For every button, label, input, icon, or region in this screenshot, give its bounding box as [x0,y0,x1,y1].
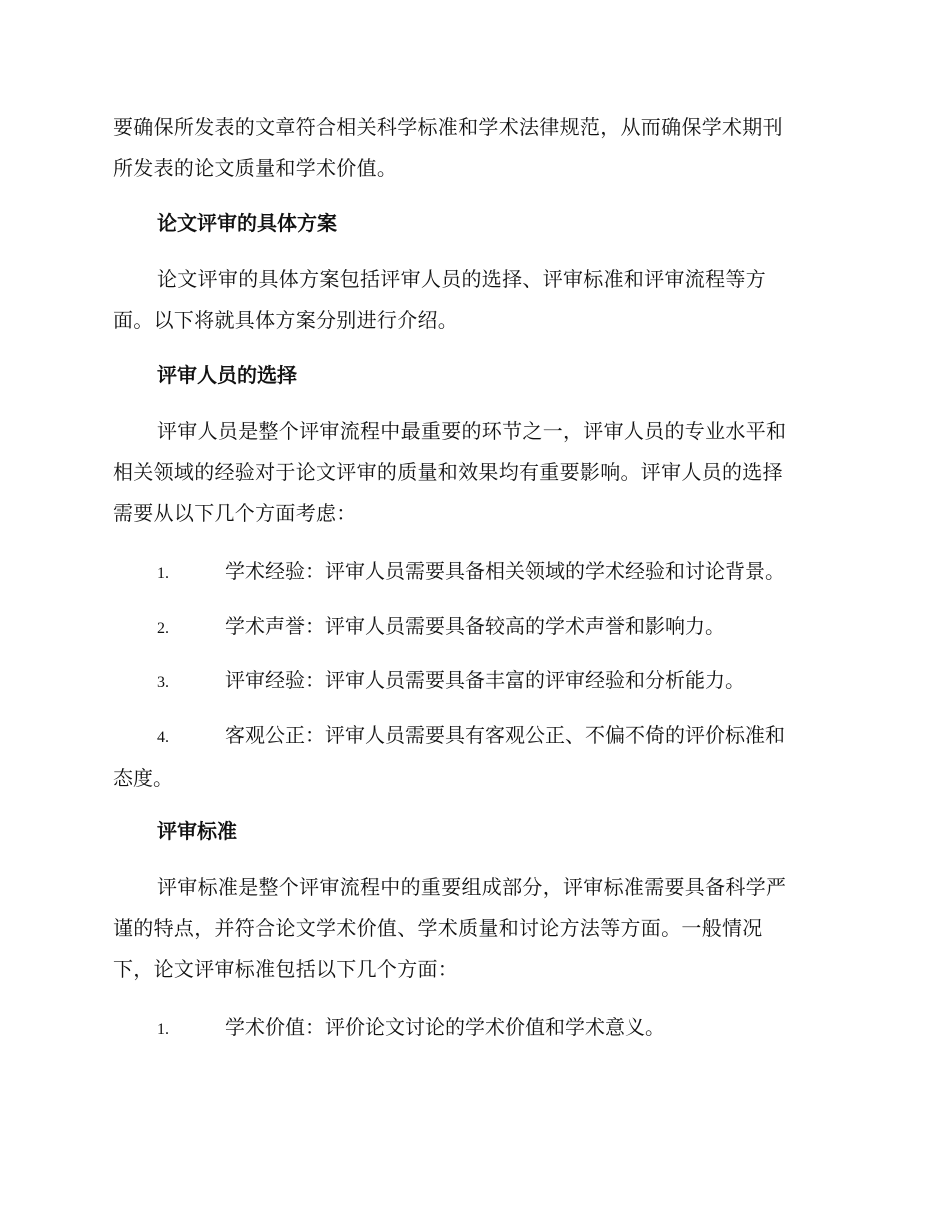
paragraph-line: 谨的特点，并符合论文学术价值、学术质量和讨论方法等方面。一般情况 [113,916,763,940]
paragraph-line: 所发表的论文质量和学术价值。 [113,156,398,180]
paragraph-review-plan [113,259,835,341]
list-text: 客观公正：评审人员需要具有客观公正、不偏不倚的评价标准和 [225,723,785,747]
paragraph-line: 论文评审的具体方案包括评审人员的选择、评审标准和评审流程等方 [157,267,766,291]
list-text-continuation: 态度。 [113,766,173,790]
list-item [113,715,835,799]
list-number: 1. [157,1021,169,1038]
paragraph-continuation [113,107,835,189]
list-number: 4. [157,729,169,746]
paragraph-line: 下，论文评审标准包括以下几个方面： [113,957,459,981]
list-item [113,660,835,703]
paragraph-line: 要确保所发表的文章符合相关科学标准和学术法律规范，从而确保学术期刊 [113,115,783,139]
list-text: 学术声誉：评审人员需要具备较高的学术声誉和影响力。 [225,614,725,638]
list-number: 1. [157,565,169,582]
paragraph-line: 需要从以下几个方面考虑： [113,501,357,525]
list-text: 学术价值：评价论文讨论的学术价值和学术意义。 [225,1015,665,1039]
section-heading-reviewer-selection: 评审人员的选择 [157,363,297,387]
paragraph-line: 评审人员是整个评审流程中最重要的环节之一，评审人员的专业水平和 [157,419,787,443]
list-number: 2. [157,620,169,637]
paragraph-reviewer-selection [113,411,835,534]
section-heading-review-plan: 论文评审的具体方案 [157,211,337,235]
list-text: 评审经验：评审人员需要具备丰富的评审经验和分析能力。 [225,668,745,692]
list-item [113,606,835,649]
paragraph-line: 评审标准是整个评审流程中的重要组成部分，评审标准需要具备科学严 [157,875,787,899]
paragraph-line: 面。以下将就具体方案分别进行介绍。 [113,308,459,332]
paragraph-review-criteria [113,867,835,990]
list-item [113,1007,835,1050]
list-item [113,551,835,594]
list-text: 学术经验：评审人员需要具备相关领域的学术经验和讨论背景。 [225,559,785,583]
paragraph-line: 相关领域的经验对于论文评审的质量和效果均有重要影响。评审人员的选择 [113,460,783,484]
section-heading-review-criteria: 评审标准 [157,819,237,843]
list-number: 3. [157,674,169,691]
